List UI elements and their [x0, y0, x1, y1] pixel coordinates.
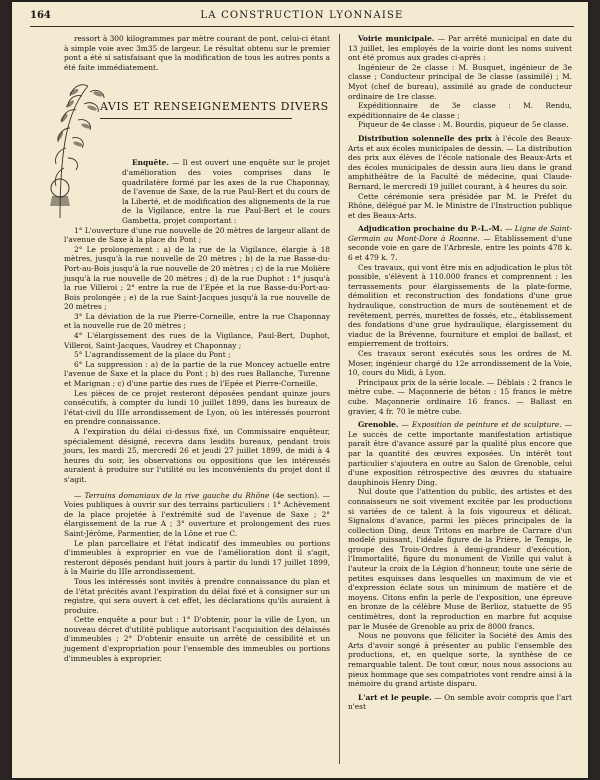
column-divider: [339, 34, 340, 764]
adjudication-title: Ligne de Saint-Germain au Mont-Dore à Roanne.: [348, 224, 573, 243]
grenoble-paragraph-2: Nul doute que l'attention du public, des artistes et des connaisseurs ne soit vivement excitée par les productions si variées de ce talent à la fois vigoureux et délicat. Signalons d'avance, parmi les pièces principales de la collection Ding, deux Tritons en marbre de Carrare d'un modelé puissant, l'idéale figure de la Prière, le Temps, le groupe des Trois-Ordres à demi-grandeur d'exécution, l'Immortalité, figure du monument de Vizille qui valut à l'auteur la croix de la Légion d'honneur, toute une série de petites esquisses dans lesquelles un maximum de vie et d'expression éclate sous un minimum de matière et de moyens. Citons enfin la perle de l'exposition, une épreuve en bronze de la célèbre Muse de Berlioz, statuette de 95 centimètres, dont la reproduction en marbre fut acquise par le Musée de Grenoble au prix de 8000 francs.: [348, 487, 572, 631]
adjudication-paragraph: Adjudication prochaine du P.-L.-M. — Ligne de Saint-Germain au Mont-Dore à Roanne. — Etablissement d'une seconde voie en gare de l'Arbresle, entre les points 478 k. 6 et 479 k. 7.: [348, 224, 573, 263]
grenoble-paragraph: Grenoble. — Exposition de peinture et de sculpture. — Le succès de cette importante manifestation artistique paraît être d'avance assuré par la qualité plus encore que par la quantité des œuvres exposées. Un intérêt tout particulier s'ajoutera en outre au Salon de Grenoble, celui d'une exposition rétrospective des œuvres du statuaire dauphinois Henry Ding.: [348, 420, 572, 487]
prix-paragraph: Distribution solennelle des prix à l'école des Beaux-Arts et aux écoles municipales de dessin. — La distribution des prix aux élèves de l'école nationale des Beaux-Arts et des écoles municipales de dessin aura lieu dans le grand amphithéâtre de la Faculté de médecine, quai Claude-Bernard, le mercredi 19 juillet courant, à 4 heures du soir.: [348, 133, 572, 191]
terrains-paragraph-2: Le plan parcellaire et l'état indicatif des immeubles ou portions d'immeubles à exproprier en vue de l'amélioration dont il s'agit, resteront déposés pendant huit jours à partir du lundi 17 juillet 1899, à la Mairie du IIIe arrondissement.: [64, 538, 330, 577]
voirie-paragraph: Voirie municipale. — Par arrêté municipal en date du 13 juillet, les employés de la voirie dont les noms suivent ont été promus aux grades ci-après :: [348, 34, 572, 63]
voirie-paragraph-2: Ingénieur de 2e classe : M. Busquet, ingénieur de 3e classe ; Conducteur principal de 3e classe (assimilé) ; M. Myot (chef de bureau), assimilé au grade de conducteur ordinaire de 1re classe.: [348, 62, 572, 101]
grenoble-title: Exposition de peinture et de sculpture.: [411, 420, 562, 430]
adjudication-label: Adjudication prochaine du P.-L.-M.: [358, 224, 503, 234]
grenoble-label: Grenoble.: [358, 420, 399, 430]
journal-page: [12, 2, 588, 778]
enquete-item-2: 2° Le prolongement : a) de la rue de la Vigilance, élargie à 18 mètres, jusqu'à la rue nouvelle de 20 mètres ; b) de la rue Basse-du-Port-au-Bois jusqu'à la rue nouvelle de 20 mètres ; c) de la rue Molière jusqu'à la rue nouvelle de 20 mètres ; d) de la rue Duphot : 1° jusqu'à la rue Villeroi ; 2° entre la rue de l'Epée et la rue Basse-du-Port-au-Bois prolongée ; e) de la rue Saint-Jacques jusqu'à la rue nouvelle de 20 mètres ;: [64, 244, 330, 312]
enquete-wrapped-block: [122, 158, 330, 225]
prix-label: Distribution solennelle des prix: [358, 133, 492, 143]
terrains-paragraph-3: Tous les intéressés sont invités à prendre connaissance du plan et de l'état précités avant l'expiration du délai fixé et à consigner sur un registre, qui sera ouvert à cet effet, les déclarations qu'ils auraient à produire.: [64, 576, 330, 615]
left-column: [64, 34, 330, 663]
rubric-header: [64, 78, 330, 156]
voirie-paragraph-4: Piqueur de 4e classe : M. Bourdis, piqueur de 5e classe.: [358, 120, 569, 130]
terrains-paragraph-4: Cette enquête a pour but : 1° D'obtenir, pour la ville de Lyon, un nouveau décret d'utilité publique autorisant l'acquisition des délaissés d'immeubles ; 2° D'obtenir ensuite un arrêté de cessibilité et un jugement d'expropriation pour l'ensemble des immeubles ou portions d'immeubles à exproprier.: [64, 615, 330, 663]
rubric-underline: [100, 118, 292, 119]
adjudication-paragraph-2: Ces travaux, qui vont être mis en adjudication le plus tôt possible, s'élèvent à 110.000 francs et comprennent : les terrassements pour élargissements de la plate-forme, démolition et reconstruction des fondations d'une grue hydraulique, construction de murs de soutènement et de revêtement, perrés, murettes de fossés, etc., établissement des fondations d'une grue hydraulique, élargissement du viaduc de la Brévenne, fourniture et emploi de ballast, et empierrement de trottoirs.: [348, 262, 572, 349]
adjudication-paragraph-3: Ces travaux seront exécutés sous les ordres de M. Moser, ingénieur chargé du 12e arrondissement de la Voie, 10, cours du Midi, à Lyon.: [348, 349, 572, 378]
terrains-title: Terrains domaniaux de la rive gauche du Rhône: [84, 490, 270, 500]
art-paragraph: L'art et le peuple. — On semble avoir compris que l'art n'est: [348, 692, 572, 712]
page-header: [30, 10, 574, 27]
enquete-item-1: 1° L'ouverture d'une rue nouvelle de 20 mètres de largeur allant de l'avenue de Saxe à la place du Pont ;: [64, 225, 330, 245]
page-number: 164: [30, 10, 51, 21]
adjudication-paragraph-4: Principaux prix de la série locale. — Déblais : 2 francs le mètre cube. — Maçonnerie de béton : 15 francs le mètre cube. Maçonnerie ordinaire 16 francs. — Ballast en gravier, 4 fr. 70 le mètre cube.: [348, 377, 572, 416]
terrains-paragraph: — Terrains domaniaux de la rive gauche du Rhône (4e section). — Voies publiques à ouvrir sur des terrains particuliers : 1° Achèvement de la place projetée à l'extrémité sud de l'avenue de Saxe ; 2° élargissement de la rue A ; 3° ouverture et prolongement des rues Saint-Jérôme, Parmentier, de la Lône et rue C.: [64, 490, 330, 538]
enquete-item-6: 6° La suppression : a) de la partie de la rue Moncey actuelle entre l'avenue de Saxe et la place du Pont ; b) des rues Ballanche, Turenne et Marignan ; c) d'une partie des rues de l'Epée et Pierre-Corneille.: [64, 359, 330, 389]
enquete-paragraph-3: A l'expiration du délai ci-dessus fixé, un Commissaire enquêteur, spécialement désigné, recevra dans lesdits bureaux, pendant trois jours, les mardi 25, mercredi 26 et jeudi 27 juillet 1899, de midi à 4 heures du soir, les observations ou oppositions que les intéressés auraient à produire sur l'utilité ou les inconvénients du projet dont il s'agit.: [64, 427, 330, 484]
art-label: L'art et le peuple.: [358, 692, 432, 702]
enquete-label: Enquête.: [132, 158, 169, 168]
prix-paragraph-2: Cette cérémonie sera présidée par M. le Préfet du Rhône, délégué par M. le Ministre de l'Instruction publique et des Beaux-Arts.: [348, 191, 572, 220]
grenoble-paragraph-3: Nous ne pouvons que féliciter la Société des Amis des Arts d'avoir songé à présenter au public l'ensemble des productions, et, en quelque sorte, la synthèse de ce remarquable talent. De tout cœur, nous nous associons au pieux hommage que ses compatriotes vont rendre ainsi à la mémoire du grand artiste disparu.: [348, 631, 572, 689]
enquete-paragraph: Enquête. — Il est ouvert une enquête sur le projet d'amélioration des voies comprises dans le quadrilatère formé par les axes de la rue Chaponnay, de l'avenue de Saxe, de la rue Paul-Bert et du cours de la Liberté, et de modification des alignements de la rue de la Vigilance, entre la rue Paul-Bert et le cours Gambetta, projet comportant :: [122, 158, 330, 225]
voirie-paragraph-3: Expéditionnaire de 3e classe : M. Rendu, expéditionnaire de 4e classe ;: [348, 101, 572, 120]
right-column: [348, 34, 572, 712]
enquete-paragraph-2: Les pièces de ce projet resteront déposées pendant quinze jours consécutifs, à compter du lundi 10 juillet 1899, dans les bureaux de l'état-civil du IIIe arrondissement de Lyon, où les intéressés pourront en prendre connaissance.: [64, 388, 330, 427]
intro-paragraph: ressort à 300 kilogrammes par mètre courant de pont, celui-ci étant à simple voie avec 3m35 de largeur. Le résultat obtenu sur le premier pont a été si satisfaisant que la modification de tous les autres ponts a été faite immédiatement.: [64, 34, 330, 72]
enquete-item-3: 3° La déviation de la rue Pierre-Corneille, entre la rue Chaponnay et la nouvelle rue de 20 mètres ;: [64, 311, 330, 331]
enquete-item-4: 4° L'élargissement des rues de la Vigilance, Paul-Bert, Duphot, Villeroi, Saint-Jacques, Vaudrey et Chaponnay ;: [64, 331, 330, 350]
journal-title: LA CONSTRUCTION LYONNAISE: [200, 10, 404, 21]
enquete-item-5: 5° L'agrandissement de la place du Pont ;: [74, 350, 231, 360]
voirie-label: Voirie municipale.: [358, 34, 435, 43]
rubric-title: AVIS ET RENSEIGNEMENTS DIVERS: [100, 100, 329, 114]
